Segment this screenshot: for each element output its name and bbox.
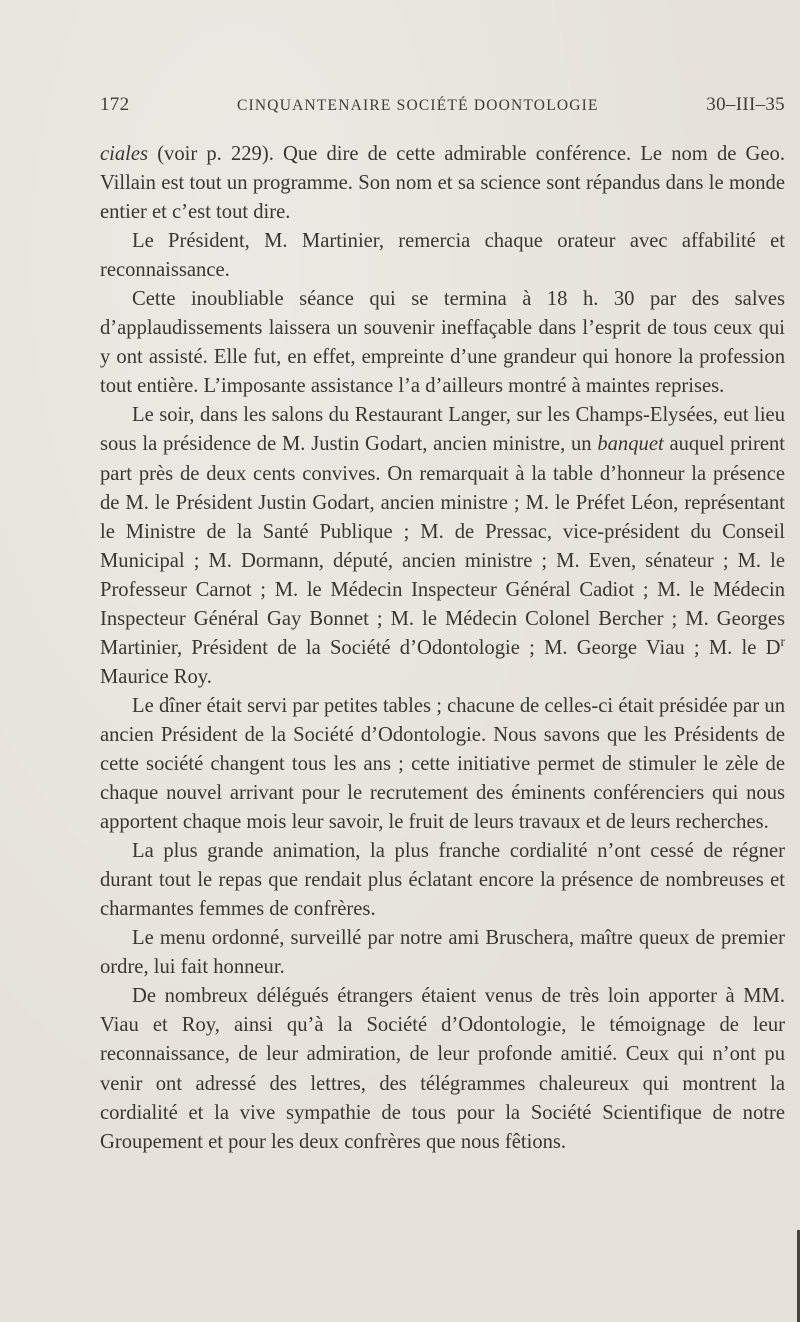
text-segment: La plus grande animation, la plus franche cordialité n’ont cessé de régner durant tout le repas que rendait plus éclatant encore la présence de nombreuses et charmantes femmes de confrères. bbox=[100, 840, 785, 921]
page-body-text bbox=[100, 140, 785, 1157]
text-segment: auquel prirent part près de deux cents convives. On remarquait à la table d’honneur la présence de M. le Président Justin Godart, ancien ministre ; M. le Préfet Léon, représentant le Ministre de la Santé Publique ; M. de Pressac, vice-président du Conseil Municipal ; M. Dormann, député, ancien ministre ; M. Even, sénateur ; M. le Professeur Carnot ; M. le Médecin Inspecteur Général Cadiot ; M. le Médecin Inspecteur Général Gay Bonnet ; M. le Médecin Colonel Bercher ; M. Georges Martinier, Président de la Société d’Odontologie ; M. George Viau ; M. le D bbox=[100, 433, 785, 659]
running-header bbox=[100, 94, 785, 122]
text-segment: Cette inoubliable séance qui se termina à 18 h. 30 par des salves d’applaudissements laissera un souvenir ineffaçable dans l’esprit de tous ceux qui y ont assisté. Elle fut, en effet, empreinte d’une grandeur qui honore la profession tout entière. L’imposante assistance l’a d’ailleurs montré à maintes reprises. bbox=[100, 288, 785, 398]
italic-text: ciales bbox=[100, 143, 149, 165]
text-segment: (voir p. 229). Que dire de cette admirable conférence. Le nom de Geo. Villain est tout un programme. Son nom et sa science sont répandus dans le monde entier et c’est tout dire. bbox=[100, 143, 785, 224]
paragraph bbox=[100, 924, 785, 982]
paragraph bbox=[100, 837, 785, 924]
text-segment: Le dîner était servi par petites tables ; chacune de celles-ci était présidée par un ancien Président de la Société d’Odontologie. Nous savons que les Présidents de cette société changent tous les ans ; cette initiative permet de stimuler le zèle de chaque nouvel arrivant pour le recrutement des éminents conférenciers qui nous apportent chaque mois leur savoir, le fruit de leurs travaux et de leurs recherches. bbox=[100, 694, 785, 834]
paragraph bbox=[100, 227, 785, 285]
text-segment: Maurice Roy. bbox=[100, 665, 212, 688]
paragraph bbox=[100, 401, 785, 691]
text-segment: Le Président, M. Martinier, remercia chaque orateur avec affabilité et reconnaissance. bbox=[100, 230, 785, 282]
paragraph bbox=[100, 982, 785, 1156]
text-segment: De nombreux délégués étrangers étaient venus de très loin apporter à MM. Viau et Roy, ainsi qu’à la Société d’Odontologie, le témoignage de leur reconnaissance, de leur admiration, de leur profonde amitié. Ceux qui n’ont pu venir ont adressé des lettres, des télégrammes chaleureux qui montrent la cordialité et la vive sympathie de tous pour la Société Scientifique de notre Groupement et pour les deux confrères que nous fêtions. bbox=[100, 985, 785, 1153]
paragraph bbox=[100, 692, 785, 837]
paragraph bbox=[100, 140, 785, 227]
page-number: 172 bbox=[100, 94, 130, 115]
header-date: 30–III–35 bbox=[706, 94, 785, 115]
paragraph bbox=[100, 285, 785, 401]
superscript-text: r bbox=[780, 633, 785, 649]
running-title: CINQUANTENAIRE SOCIÉTÉ DOONTOLOGIE bbox=[237, 97, 599, 114]
italic-text: banquet bbox=[597, 433, 664, 456]
text-segment: Le soir, dans les salons du Restaurant Langer, sur les Champs-Elysées, eut lieu sous la présidence de M. Justin Godart, ancien ministre, un bbox=[100, 404, 785, 456]
text-segment: Le menu ordonné, surveillé par notre ami Bruschera, maître queux de premier ordre, lui fait honneur. bbox=[100, 927, 785, 979]
